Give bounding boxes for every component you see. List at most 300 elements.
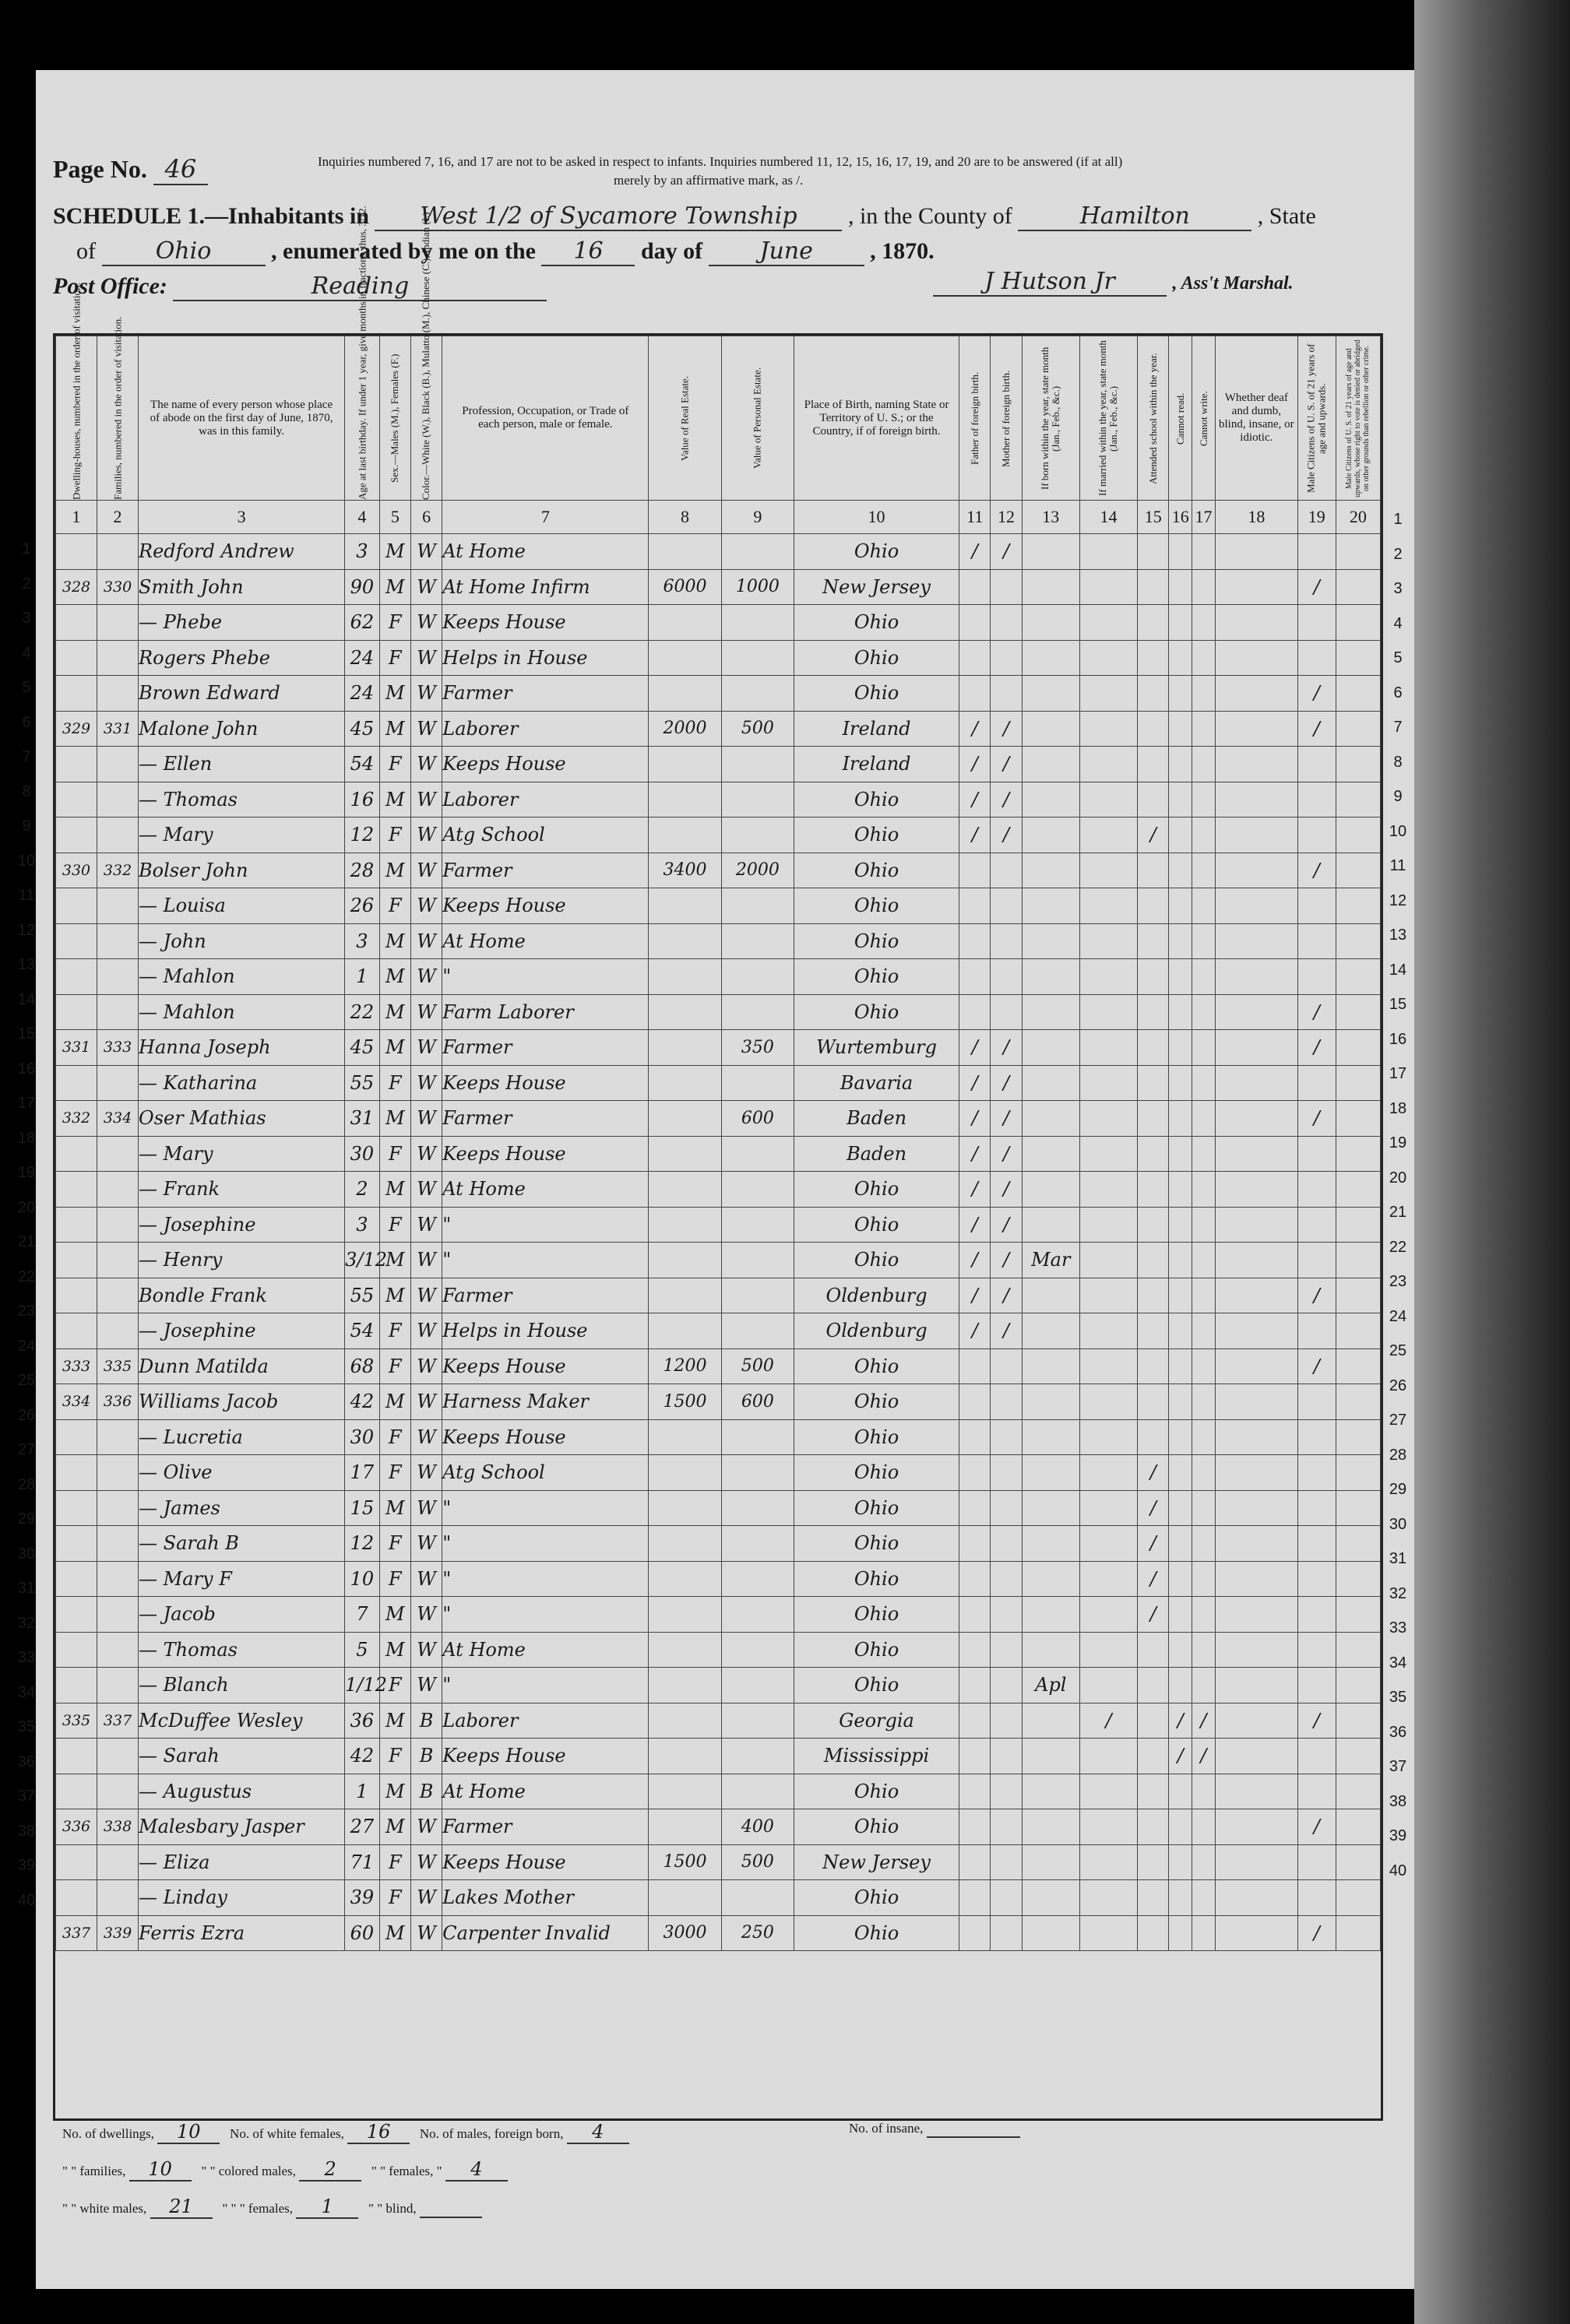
family-number — [97, 1561, 139, 1597]
row-number-right: 17 — [1389, 1065, 1407, 1082]
born-month: Mar — [1022, 1243, 1079, 1278]
male-citizen — [1297, 1243, 1336, 1278]
married-month — [1079, 923, 1137, 959]
person-name: — Frank — [139, 1172, 345, 1208]
mother-foreign — [991, 1384, 1022, 1420]
occupation: Farmer — [442, 1278, 649, 1313]
deaf-blind — [1215, 1101, 1297, 1137]
dwelling-number — [56, 1136, 97, 1172]
row-number-left: 26 — [17, 1406, 36, 1424]
col-dwelling: Dwelling-houses, numbered in the order of visitation. — [56, 336, 97, 501]
vote-denied — [1336, 817, 1380, 853]
family-number — [97, 640, 139, 676]
married-month — [1079, 534, 1137, 570]
personal-estate-value: 1000 — [721, 569, 794, 605]
cannot-read — [1169, 1207, 1192, 1243]
vote-denied — [1336, 1915, 1380, 1951]
row-number-left: 29 — [17, 1510, 36, 1528]
real-estate-value — [649, 1172, 721, 1208]
vote-denied — [1336, 1490, 1380, 1526]
row-number-right: 8 — [1393, 753, 1403, 771]
vote-denied — [1336, 711, 1380, 747]
attended-school — [1138, 1419, 1169, 1455]
age: 12 — [345, 1526, 380, 1562]
row-number-left: 33 — [17, 1649, 36, 1666]
attended-school — [1138, 1101, 1169, 1137]
person-name: Dunn Matilda — [139, 1348, 345, 1384]
birthplace: Ohio — [794, 1172, 959, 1208]
born-month — [1022, 1809, 1079, 1845]
birthplace: Ohio — [794, 1243, 959, 1278]
born-month — [1022, 1632, 1079, 1668]
personal-estate-value — [721, 1065, 794, 1101]
male-citizen — [1297, 1739, 1336, 1774]
cannot-write — [1192, 1526, 1216, 1562]
age: 16 — [345, 782, 380, 817]
dwelling-number: 336 — [56, 1809, 97, 1845]
col-citizens: Male Citizens of U. S. of 21 years of age and upwards. — [1297, 336, 1336, 501]
birthplace: Ohio — [794, 1561, 959, 1597]
cannot-read — [1169, 817, 1192, 853]
married-month — [1079, 817, 1137, 853]
birthplace: New Jersey — [794, 569, 959, 605]
real-estate-value — [649, 1030, 721, 1066]
family-number: 339 — [97, 1915, 139, 1951]
occupation: Farmer — [442, 1101, 649, 1137]
cannot-write — [1192, 853, 1216, 888]
personal-estate-value — [721, 994, 794, 1030]
person-name: — Blanch — [139, 1668, 345, 1703]
married-month — [1079, 1561, 1137, 1597]
attended-school — [1138, 1348, 1169, 1384]
table-row — [56, 569, 1381, 605]
cannot-read — [1169, 959, 1192, 995]
occupation: Farmer — [442, 676, 649, 712]
row-number-left: 32 — [17, 1614, 36, 1632]
row-number-right: 37 — [1389, 1758, 1407, 1775]
cannot-write — [1192, 817, 1216, 853]
table-row — [56, 1703, 1381, 1739]
male-citizen — [1297, 1632, 1336, 1668]
col-personal-estate: Value of Personal Estate. — [721, 336, 794, 501]
deaf-blind — [1215, 923, 1297, 959]
occupation: Helps in House — [442, 1313, 649, 1349]
row-number-left: 39 — [17, 1857, 36, 1874]
born-month — [1022, 1490, 1079, 1526]
person-name: — Ellen — [139, 747, 345, 782]
family-number — [97, 782, 139, 817]
born-month — [1022, 1207, 1079, 1243]
cannot-write — [1192, 1880, 1216, 1916]
family-number — [97, 1136, 139, 1172]
age: 42 — [345, 1384, 380, 1420]
color: W — [410, 605, 442, 641]
row-number-right: 22 — [1389, 1238, 1407, 1256]
attended-school — [1138, 1065, 1169, 1101]
cannot-write — [1192, 782, 1216, 817]
person-name: — Jacob — [139, 1597, 345, 1633]
father-foreign — [959, 676, 991, 712]
mother-foreign: / — [991, 711, 1022, 747]
vote-denied — [1336, 534, 1380, 570]
mother-foreign — [991, 1419, 1022, 1455]
father-foreign: / — [959, 1207, 991, 1243]
table-row — [56, 1207, 1381, 1243]
male-citizen — [1297, 1136, 1336, 1172]
dwelling-number — [56, 1207, 97, 1243]
born-month — [1022, 994, 1079, 1030]
deaf-blind — [1215, 1880, 1297, 1916]
color: W — [410, 1490, 442, 1526]
father-foreign — [959, 1739, 991, 1774]
age: 39 — [345, 1880, 380, 1916]
cannot-write — [1192, 1455, 1216, 1491]
color: W — [410, 1419, 442, 1455]
occupation: Keeps House — [442, 888, 649, 924]
real-estate-value — [649, 959, 721, 995]
attended-school — [1138, 994, 1169, 1030]
birthplace: Ohio — [794, 1490, 959, 1526]
dwelling-number — [56, 676, 97, 712]
born-month — [1022, 1597, 1079, 1633]
personal-estate-value — [721, 747, 794, 782]
occupation: At Home — [442, 1632, 649, 1668]
family-number: 330 — [97, 569, 139, 605]
sex: M — [379, 1278, 410, 1313]
col-cannot-read: Cannot read. — [1169, 336, 1192, 501]
person-name: — Henry — [139, 1243, 345, 1278]
person-name: — Josephine — [139, 1313, 345, 1349]
age: 54 — [345, 1313, 380, 1349]
deaf-blind — [1215, 1915, 1297, 1951]
row-number-right: 18 — [1389, 1099, 1407, 1117]
color: W — [410, 817, 442, 853]
row-number-left: 19 — [17, 1164, 36, 1181]
table-row — [56, 1632, 1381, 1668]
row-number-left: 25 — [17, 1372, 36, 1389]
father-foreign: / — [959, 1243, 991, 1278]
family-number: 332 — [97, 853, 139, 888]
birthplace: Ohio — [794, 994, 959, 1030]
vote-denied — [1336, 1030, 1380, 1066]
color: W — [410, 1348, 442, 1384]
mother-foreign — [991, 676, 1022, 712]
sex: M — [379, 1632, 410, 1668]
row-number-right: 27 — [1389, 1412, 1407, 1429]
cannot-read — [1169, 1809, 1192, 1845]
male-citizen — [1297, 1668, 1336, 1703]
attended-school: / — [1138, 1597, 1169, 1633]
cannot-read — [1169, 1597, 1192, 1633]
cannot-write — [1192, 605, 1216, 641]
marshal-line: J Hutson Jr , Ass't Marshal. — [933, 268, 1294, 297]
col-name: The name of every person whose place of abode on the first day of June, 1870, was in this family. — [139, 336, 345, 501]
column-numbers — [56, 501, 1381, 534]
cannot-write: / — [1192, 1739, 1216, 1774]
deaf-blind — [1215, 1384, 1297, 1420]
birthplace: Ohio — [794, 782, 959, 817]
attended-school — [1138, 888, 1169, 924]
occupation: " — [442, 1526, 649, 1562]
married-month — [1079, 711, 1137, 747]
color: W — [410, 959, 442, 995]
age: 55 — [345, 1065, 380, 1101]
personal-estate-value — [721, 817, 794, 853]
vote-denied — [1336, 1419, 1380, 1455]
insane-total: No. of insane, — [849, 2121, 1020, 2138]
person-name: Redford Andrew — [139, 534, 345, 570]
dwelling-number — [56, 782, 97, 817]
born-month — [1022, 1774, 1079, 1809]
row-number-left: 27 — [17, 1441, 36, 1458]
mother-foreign — [991, 923, 1022, 959]
father-foreign: / — [959, 711, 991, 747]
row-number-right: 13 — [1389, 926, 1407, 944]
row-number-right: 4 — [1393, 614, 1403, 632]
sex: F — [379, 1313, 410, 1349]
color: W — [410, 1844, 442, 1880]
cannot-write — [1192, 1207, 1216, 1243]
father-foreign — [959, 1455, 991, 1491]
real-estate-value — [649, 1207, 721, 1243]
color: W — [410, 853, 442, 888]
color: W — [410, 994, 442, 1030]
attended-school — [1138, 923, 1169, 959]
mother-foreign — [991, 1739, 1022, 1774]
row-number-right: 5 — [1393, 649, 1403, 666]
cannot-write — [1192, 1313, 1216, 1349]
vote-denied — [1336, 1526, 1380, 1562]
row-number-left: 12 — [17, 921, 36, 939]
real-estate-value: 1500 — [649, 1844, 721, 1880]
birthplace: Ohio — [794, 923, 959, 959]
dwelling-number — [56, 747, 97, 782]
deaf-blind — [1215, 1739, 1297, 1774]
male-citizen — [1297, 959, 1336, 995]
enumeration-line: of Ohio , enumerated by me on the 16 day of June , 1870. — [76, 237, 935, 265]
born-month — [1022, 1703, 1079, 1739]
row-number-left: 23 — [17, 1303, 36, 1320]
col-family: Families, numbered in the order of visitation. — [97, 336, 139, 501]
person-name: — James — [139, 1490, 345, 1526]
col-deaf-blind: Whether deaf and dumb, blind, insane, or idiotic. — [1215, 336, 1297, 501]
color: W — [410, 1065, 442, 1101]
male-citizen — [1297, 782, 1336, 817]
married-month — [1079, 1101, 1137, 1137]
sex: F — [379, 1136, 410, 1172]
age: 1 — [345, 1774, 380, 1809]
cannot-read — [1169, 640, 1192, 676]
occupation: Laborer — [442, 711, 649, 747]
deaf-blind — [1215, 534, 1297, 570]
father-foreign: / — [959, 1136, 991, 1172]
male-citizen — [1297, 1526, 1336, 1562]
occupation: Laborer — [442, 1703, 649, 1739]
male-citizen — [1297, 1419, 1336, 1455]
sex: F — [379, 1844, 410, 1880]
color: W — [410, 1597, 442, 1633]
married-month — [1079, 1419, 1137, 1455]
column-headers — [56, 336, 1381, 501]
deaf-blind — [1215, 1136, 1297, 1172]
age: 3 — [345, 534, 380, 570]
attended-school — [1138, 1809, 1169, 1845]
father-foreign: / — [959, 1101, 991, 1137]
married-month — [1079, 676, 1137, 712]
birthplace: Baden — [794, 1101, 959, 1137]
birthplace: Oldenburg — [794, 1313, 959, 1349]
table-row — [56, 1101, 1381, 1137]
family-number — [97, 888, 139, 924]
sex: F — [379, 1207, 410, 1243]
age: 22 — [345, 994, 380, 1030]
sex: F — [379, 1561, 410, 1597]
real-estate-value — [649, 534, 721, 570]
attended-school — [1138, 1632, 1169, 1668]
personal-estate-value: 600 — [721, 1384, 794, 1420]
row-number-right: 9 — [1393, 788, 1403, 805]
sex: M — [379, 994, 410, 1030]
table-row — [56, 1243, 1381, 1278]
married-month — [1079, 1136, 1137, 1172]
born-month — [1022, 959, 1079, 995]
column-number: 8 — [649, 501, 721, 534]
table-row — [56, 1597, 1381, 1633]
row-number-left: 9 — [22, 817, 31, 835]
birthplace: Bavaria — [794, 1065, 959, 1101]
row-number-right: 34 — [1389, 1654, 1407, 1672]
cannot-write — [1192, 888, 1216, 924]
person-name: — Katharina — [139, 1065, 345, 1101]
age: 30 — [345, 1136, 380, 1172]
personal-estate-value — [721, 1455, 794, 1491]
personal-estate-value: 2000 — [721, 853, 794, 888]
person-name: — Lucretia — [139, 1419, 345, 1455]
male-citizen — [1297, 1384, 1336, 1420]
father-foreign — [959, 569, 991, 605]
color: W — [410, 1101, 442, 1137]
column-number: 16 — [1169, 501, 1192, 534]
birthplace: Ohio — [794, 676, 959, 712]
personal-estate-value — [721, 1597, 794, 1633]
occupation: " — [442, 1668, 649, 1703]
father-foreign — [959, 1703, 991, 1739]
occupation: Harness Maker — [442, 1384, 649, 1420]
row-number-right: 20 — [1389, 1169, 1407, 1187]
table-row — [56, 1526, 1381, 1562]
male-citizen: / — [1297, 1030, 1336, 1066]
column-number: 2 — [97, 501, 139, 534]
row-number-right: 25 — [1389, 1342, 1407, 1359]
male-citizen: / — [1297, 853, 1336, 888]
deaf-blind — [1215, 1632, 1297, 1668]
person-name: — Sarah — [139, 1739, 345, 1774]
cannot-write — [1192, 1278, 1216, 1313]
mother-foreign: / — [991, 1313, 1022, 1349]
row-number-left: 30 — [17, 1545, 36, 1563]
mother-foreign — [991, 569, 1022, 605]
dwelling-number — [56, 817, 97, 853]
personal-estate-value — [721, 676, 794, 712]
row-number-right: 24 — [1389, 1307, 1407, 1325]
cannot-read — [1169, 1915, 1192, 1951]
cannot-read — [1169, 1348, 1192, 1384]
attended-school — [1138, 1243, 1169, 1278]
cannot-write — [1192, 1136, 1216, 1172]
personal-estate-value — [721, 1172, 794, 1208]
vote-denied — [1336, 959, 1380, 995]
row-number-left: 40 — [17, 1891, 36, 1909]
row-number-right: 30 — [1389, 1515, 1407, 1533]
father-foreign — [959, 1597, 991, 1633]
family-number: 335 — [97, 1348, 139, 1384]
mother-foreign — [991, 1703, 1022, 1739]
born-month — [1022, 1915, 1079, 1951]
real-estate-value — [649, 817, 721, 853]
col-mother-foreign: Mother of foreign birth. — [991, 336, 1022, 501]
real-estate-value: 2000 — [649, 711, 721, 747]
row-number-left: 22 — [17, 1267, 36, 1285]
color: W — [410, 1915, 442, 1951]
father-foreign — [959, 1632, 991, 1668]
vote-denied — [1336, 1809, 1380, 1845]
personal-estate-value — [721, 1774, 794, 1809]
row-number-right: 12 — [1389, 891, 1407, 909]
cannot-read — [1169, 1561, 1192, 1597]
row-number-right: 2 — [1393, 545, 1403, 563]
married-month — [1079, 1348, 1137, 1384]
dwelling-number: 330 — [56, 853, 97, 888]
mother-foreign — [991, 1455, 1022, 1491]
table-row — [56, 1915, 1381, 1951]
married-month — [1079, 1880, 1137, 1916]
age: 71 — [345, 1844, 380, 1880]
occupation: Keeps House — [442, 1419, 649, 1455]
born-month — [1022, 1561, 1079, 1597]
cannot-read — [1169, 1278, 1192, 1313]
dwelling-number — [56, 640, 97, 676]
personal-estate-value — [721, 534, 794, 570]
table-row — [56, 782, 1381, 817]
father-foreign — [959, 959, 991, 995]
col-real-estate: Value of Real Estate. — [649, 336, 721, 501]
sex: F — [379, 1880, 410, 1916]
col-sex: Sex.—Males (M.), Females (F.) — [379, 336, 410, 501]
deaf-blind — [1215, 1030, 1297, 1066]
attended-school — [1138, 1915, 1169, 1951]
dwelling-number — [56, 1844, 97, 1880]
table-row — [56, 1030, 1381, 1066]
age: 2 — [345, 1172, 380, 1208]
col-color: Color.—White (W.), Black (B.), Mulatto (M.), Chinese (C.), Indian (I.) — [410, 336, 442, 501]
row-number-right: 38 — [1389, 1792, 1407, 1810]
color: W — [410, 1207, 442, 1243]
table-row — [56, 888, 1381, 924]
birthplace: Ohio — [794, 1348, 959, 1384]
attended-school — [1138, 1668, 1169, 1703]
row-number-left: 16 — [17, 1060, 36, 1078]
birthplace: Ohio — [794, 1384, 959, 1420]
totals-row-1: No. of dwellings, 10 No. of white females, 16 No. of males, foreign born, 4 — [62, 2121, 629, 2144]
row-number-right: 31 — [1389, 1550, 1407, 1567]
age: 26 — [345, 888, 380, 924]
color: W — [410, 640, 442, 676]
row-number-left: 7 — [22, 748, 31, 765]
dwelling-number: 329 — [56, 711, 97, 747]
male-citizen: / — [1297, 1915, 1336, 1951]
deaf-blind — [1215, 1172, 1297, 1208]
personal-estate-value: 250 — [721, 1915, 794, 1951]
